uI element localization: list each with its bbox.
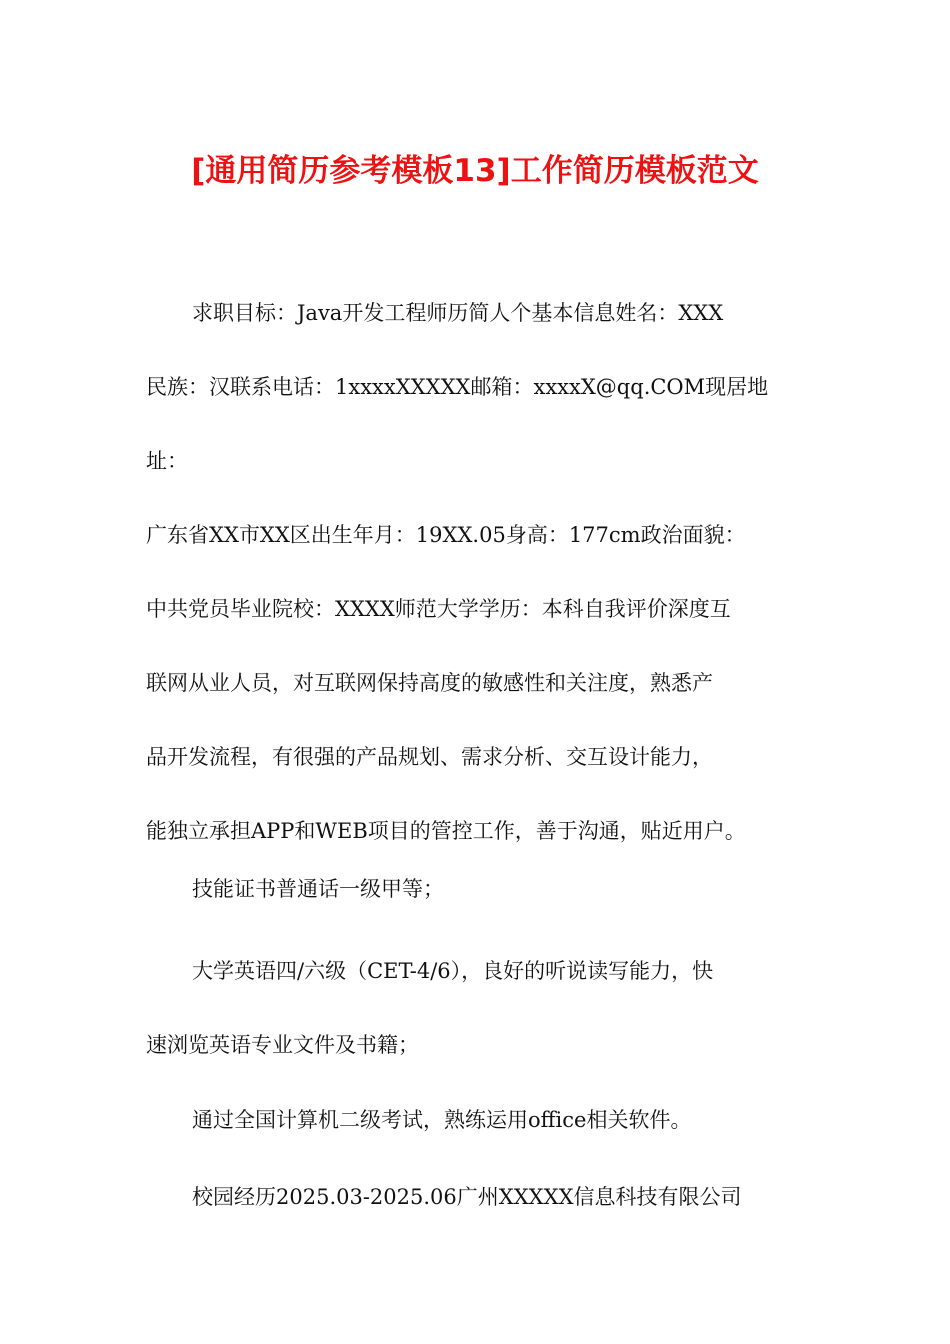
profile-paragraph: 求职目标：Java开发工程师历简人个基本信息姓名：XXX 民族：汉联系电话：1xxxxXXXXX邮箱：xxxxX@qq.COM现居地址： 广东省XX市XX区出生年月：19XX.05身高：177cm政治面貌： 中共党员毕业院校：XXXX师范大学学历：本科自我评价深度互 联网从业人员，对互联网保持高度的敏感性和关注度，熟悉产 品开发流程，有很强的产品规划、需求分析、交互设计能力， 能独立承担APP和WEB项目的管控工作，善于沟通，贴近用户。 (146, 301, 769, 843)
campus-experience-paragraph: 校园经历2025.03-2025.06广州XXXXX信息科技有限公司 (192, 1185, 742, 1209)
english-level-paragraph: 大学英语四/六级（CET-4/6），良好的听说读写能力，快 速浏览英语专业文件及书籍； (146, 959, 714, 1057)
computer-skill-paragraph: 通过全国计算机二级考试，熟练运用office相关软件。 (192, 1108, 692, 1132)
document-title: [通用简历参考模板13]工作简历模板范文 (191, 153, 759, 189)
skills-paragraph: 技能证书普通话一级甲等； (192, 877, 444, 901)
